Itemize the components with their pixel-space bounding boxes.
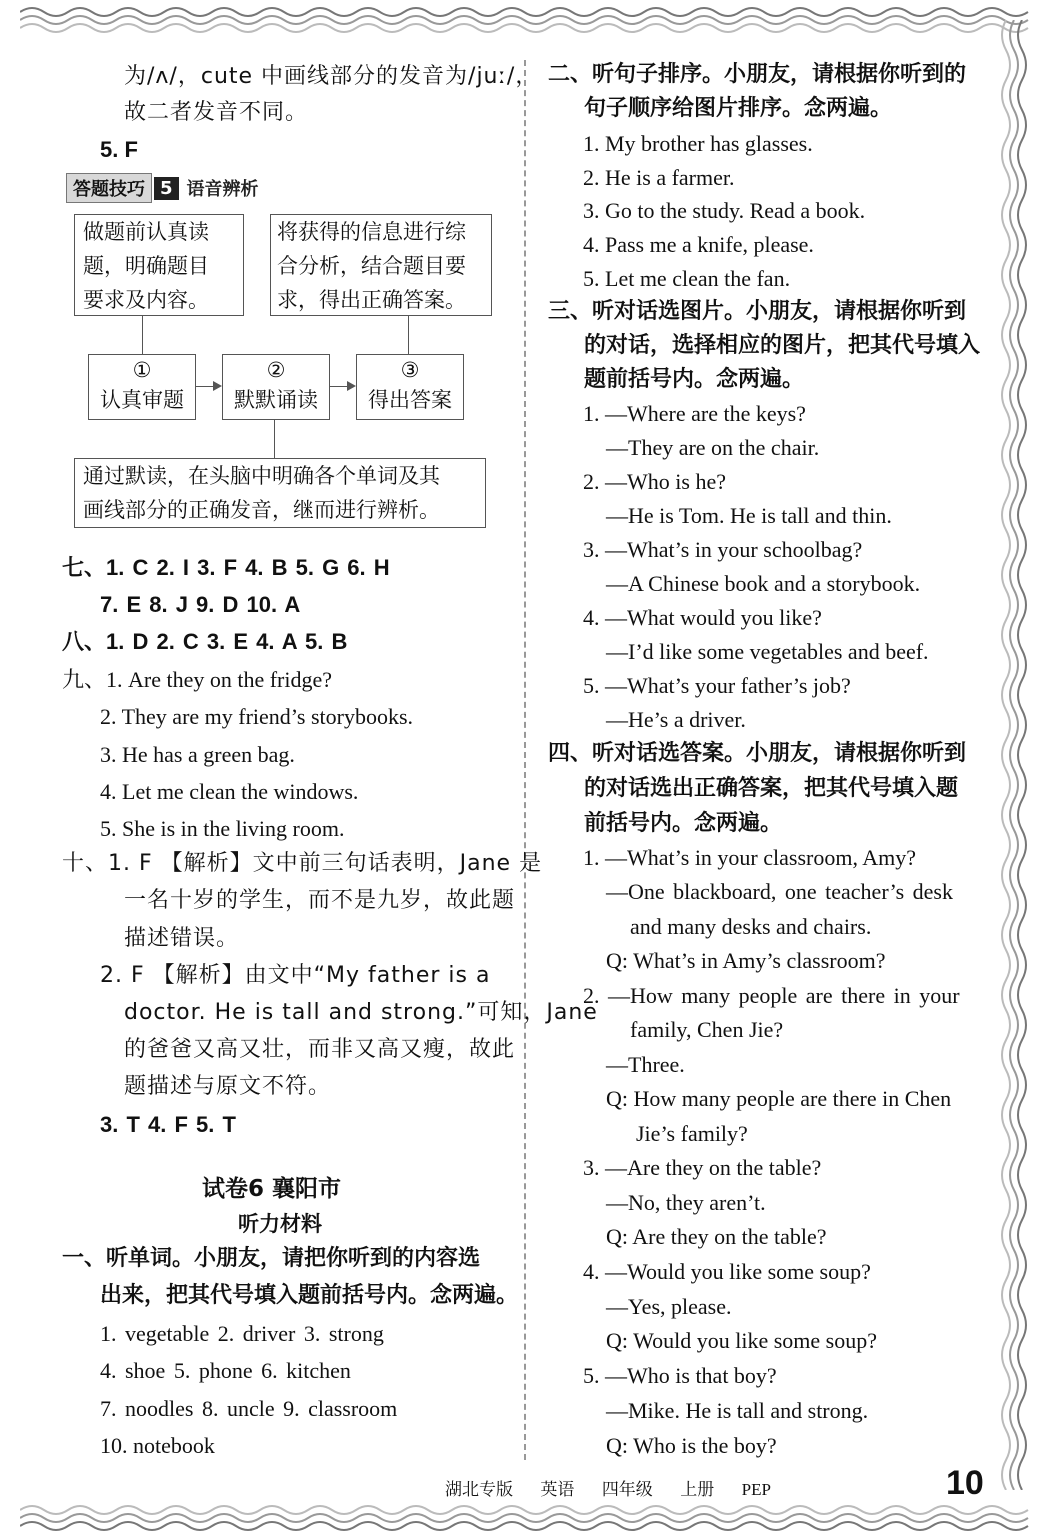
page-footer <box>445 1475 793 1500</box>
listen-section-4-line-3: 前括号内。念两遍。 <box>584 811 783 836</box>
listen-section-3-line: 5. —What’s your father’s job? <box>583 673 851 698</box>
footer-publisher: PEP <box>741 1480 771 1499</box>
page-number: 10 <box>946 1464 984 1502</box>
arrow-icon <box>196 386 220 387</box>
listen-section-4-line: —Mike. He is tall and strong. <box>606 1398 869 1423</box>
section-7-answers-b: 7. E 8. J 9. D 10. A <box>100 592 301 617</box>
listen-section-2-line-2: 句子顺序给图片排序。念两遍。 <box>584 96 893 121</box>
listen-section-3-line: —A Chinese book and a storybook. <box>606 571 921 596</box>
bottom-wave-border <box>20 1500 1030 1534</box>
listen-section-4-line-1: 四、听对话选答案。小朋友，请根据你听到 <box>548 741 967 766</box>
section-10-line-4: 2. F 【解析】由文中“My father is a <box>100 963 491 988</box>
listen-section-4-line: —Three. <box>606 1052 685 1077</box>
step-number: ① <box>132 358 152 382</box>
listen-section-4-line: 2. —How many people are there in your <box>583 983 960 1008</box>
listen-section-3-line: 3. —What’s in your schoolbag? <box>583 537 863 562</box>
listen-section-3-line-1: 三、听对话选图片。小朋友，请根据你听到 <box>548 299 967 324</box>
tip-box-line: 画线部分的正确发音，继而进行辨析。 <box>83 498 440 522</box>
right-wave-border <box>994 20 1034 1490</box>
explanation-line-1: 为/ʌ/，cute 中画线部分的发音为/juː/， <box>124 64 539 89</box>
listen-section-2-item-1: 1. My brother has glasses. <box>583 131 813 156</box>
tip-box-read-carefully <box>74 214 244 316</box>
listen-section-4-line: Jie’s family? <box>636 1121 748 1146</box>
step-1 <box>88 354 196 420</box>
listen-section-4-line: —No, they aren’t. <box>606 1190 766 1215</box>
tips-number: 5 <box>154 177 179 200</box>
section-9-answer-2: 2. They are my friend’s storybooks. <box>100 704 414 729</box>
step-number: ③ <box>400 358 420 382</box>
listen-section-3-line: —I’d like some vegetables and beef. <box>606 639 929 664</box>
listen-section-4-line: Q: What’s in Amy’s classroom? <box>606 948 886 973</box>
listen-section-4-line: Q: How many people are there in Chen <box>606 1086 952 1111</box>
listen-section-2-item-5: 5. Let me clean the fan. <box>583 266 791 291</box>
tip-box-line: 合分析，结合题目要 <box>277 254 466 278</box>
listen-section-2-item-3: 3. Go to the study. Read a book. <box>583 198 866 223</box>
section-9-answer-4: 4. Let me clean the windows. <box>100 779 359 804</box>
connector-line <box>142 316 143 354</box>
tip-box-line: 做题前认真读 <box>83 220 209 244</box>
listen-section-1-items-2: 4. shoe 5. phone 6. kitchen <box>100 1358 351 1383</box>
listen-section-1-items-1: 1. vegetable 2. driver 3. strong <box>100 1321 384 1346</box>
listen-section-4-line: Q: Are they on the table? <box>606 1224 827 1249</box>
listen-section-3-line-2: 的对话，选择相应的图片，把其代号填入 <box>584 333 981 358</box>
listen-section-1-line-1: 一、听单词。小朋友，请把你听到的内容选 <box>62 1246 481 1271</box>
section-9-answer-1: 九、1. Are they on the fridge? <box>62 667 333 692</box>
tips-badge <box>66 174 259 202</box>
listen-section-2-line-1: 二、听句子排序。小朋友，请根据你听到的 <box>548 62 967 87</box>
listen-section-4-line: —Yes, please. <box>606 1294 732 1319</box>
tip-box-analyze <box>270 214 492 316</box>
connector-line <box>408 316 409 354</box>
footer-edition: 湖北专版 <box>445 1480 513 1500</box>
listen-section-1-items-3: 7. noodles 8. uncle 9. classroom <box>100 1396 398 1421</box>
step-3 <box>356 354 464 420</box>
listen-section-3-line-3: 题前括号内。念两遍。 <box>584 367 805 392</box>
section-10-line-8: 3. T 4. F 5. T <box>100 1112 236 1137</box>
section-10-line-2: 一名十岁的学生，而不是九岁，故此题 <box>124 888 516 913</box>
listen-section-4-line-2: 的对话选出正确答案，把其代号填入题 <box>584 776 959 801</box>
connector-line <box>274 420 275 458</box>
tips-title: 语音辨析 <box>186 179 259 200</box>
listen-section-4-line: and many desks and chairs. <box>630 914 872 939</box>
listen-section-2-item-2: 2. He is a farmer. <box>583 165 735 190</box>
paper-title: 试卷6 襄阳市 <box>202 1176 342 1202</box>
listen-section-4-line: 3. —Are they on the table? <box>583 1155 822 1180</box>
step-number: ② <box>266 358 286 382</box>
footer-volume: 上册 <box>680 1480 715 1500</box>
listen-section-4-line: 1. —What’s in your classroom, Amy? <box>583 845 917 870</box>
tips-label: 答题技巧 <box>66 173 152 203</box>
listen-section-3-line: —He’s a driver. <box>606 707 746 732</box>
listen-section-4-line: 5. —Who is that boy? <box>583 1363 777 1388</box>
answer-5: 5. F <box>100 137 138 162</box>
step-label: 得出答案 <box>368 388 452 412</box>
listen-section-2-item-4: 4. Pass me a knife, please. <box>583 232 814 257</box>
listen-section-1-items-4: 10. notebook <box>100 1433 215 1458</box>
section-10-line-3: 描述错误。 <box>124 926 240 951</box>
top-wave-border <box>20 2 1030 36</box>
listen-section-3-line: 1. —Where are the keys? <box>583 401 806 426</box>
step-2 <box>222 354 330 420</box>
step-label: 默默诵读 <box>234 388 318 412</box>
listen-section-4-line: 4. —Would you like some soup? <box>583 1259 871 1284</box>
tip-box-silent-reading <box>74 458 486 528</box>
listen-section-4-line: Q: Who is the boy? <box>606 1433 777 1458</box>
step-label: 认真审题 <box>100 388 184 412</box>
section-9-answer-3: 3. He has a green bag. <box>100 742 295 767</box>
listen-section-3-line: 2. —Who is he? <box>583 469 726 494</box>
listen-section-1-line-2: 出来，把其代号填入题前括号内。念两遍。 <box>100 1283 519 1308</box>
column-divider <box>524 60 526 1460</box>
tip-box-line: 通过默读，在头脑中明确各个单词及其 <box>83 464 440 488</box>
footer-subject: 英语 <box>540 1480 575 1500</box>
section-10-line-6: 的爸爸又高又壮，而非又高又瘦，故此 <box>124 1037 516 1062</box>
listen-section-3-line: —He is Tom. He is tall and thin. <box>606 503 892 528</box>
section-9-answer-5: 5. She is in the living room. <box>100 816 345 841</box>
tip-box-line: 题，明确题目 <box>83 254 209 278</box>
listen-section-4-line: Q: Would you like some soup? <box>606 1328 877 1353</box>
section-10-line-1: 十、1. F 【解析】文中前三句话表明，Jane 是 <box>62 851 543 876</box>
tip-box-line: 求，得出正确答案。 <box>277 288 466 312</box>
tip-box-line: 要求及内容。 <box>83 288 209 312</box>
arrow-icon <box>330 386 354 387</box>
listen-section-4-line: family, Chen Jie? <box>630 1017 784 1042</box>
listen-section-3-line: —They are on the chair. <box>606 435 820 460</box>
explanation-line-2: 故二者发音不同。 <box>124 100 309 125</box>
section-7-answers-a: 七、1. C 2. I 3. F 4. B 5. G 6. H <box>62 555 390 580</box>
section-10-line-7: 题描述与原文不符。 <box>124 1074 332 1099</box>
listening-title: 听力材料 <box>238 1212 322 1236</box>
listen-section-4-line: —One blackboard, one teacher’s desk <box>606 879 953 904</box>
section-8-answers: 八、1. D 2. C 3. E 4. A 5. B <box>62 629 348 654</box>
tip-box-line: 将获得的信息进行综 <box>277 220 466 244</box>
listen-section-3-line: 4. —What would you like? <box>583 605 822 630</box>
footer-grade: 四年级 <box>601 1480 653 1500</box>
section-10-line-5: doctor. He is tall and strong.”可知，Jane <box>124 1000 598 1025</box>
